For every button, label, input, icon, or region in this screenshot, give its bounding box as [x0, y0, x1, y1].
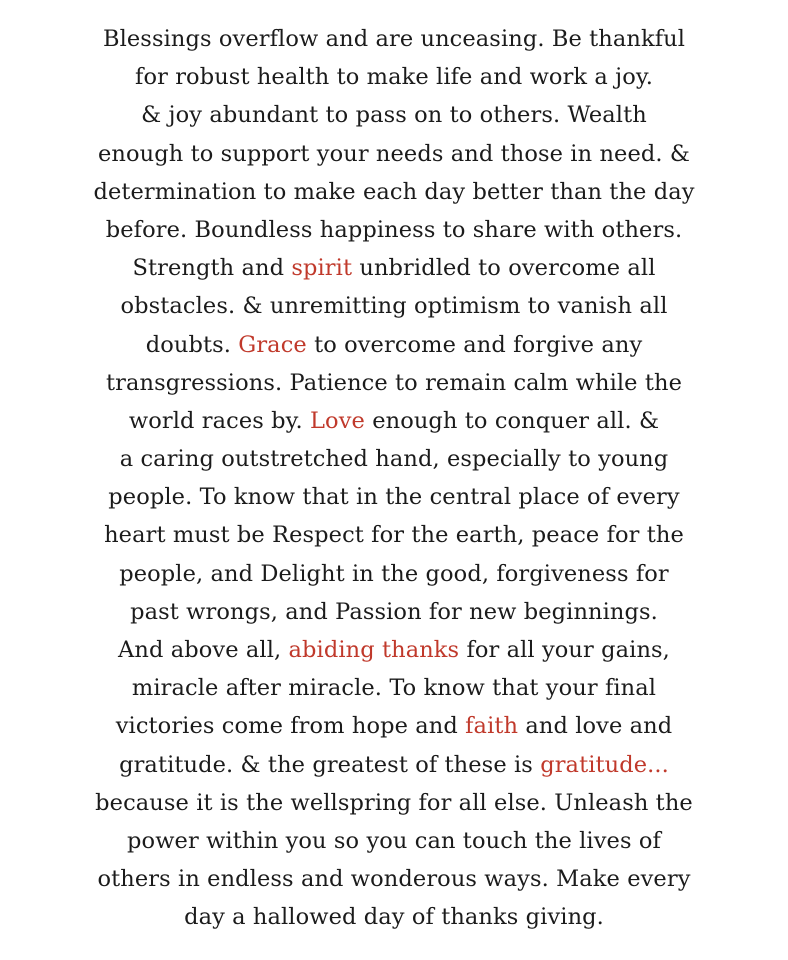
poem-text: obstacles. & unremitting optimism to vanish all — [120, 293, 668, 320]
poem-line — [18, 20, 770, 58]
poem-line — [18, 58, 770, 96]
poem-text: Blessings overflow and are unceasing. Be thankful — [102, 26, 686, 52]
poem-text: heart must be Respect for the earth, peace for the — [104, 522, 684, 549]
poem-line — [18, 440, 770, 478]
poem-line — [18, 784, 770, 822]
poem-text: Strength and — [132, 255, 292, 282]
poem-line — [18, 478, 770, 516]
poem-text: and love and — [518, 713, 673, 740]
poem-text: And above all, — [118, 637, 289, 663]
poem-text: miracle after miracle. To know that your final — [131, 675, 657, 702]
poem-text: unbridled to overcome all — [352, 255, 656, 282]
poem-line — [18, 746, 770, 784]
poem-line — [18, 402, 770, 440]
poem-text: doubts. — [145, 331, 239, 358]
poem-text: people, and Delight in the good, forgiveness for — [119, 560, 669, 587]
poem-text: to overcome and forgive any — [306, 331, 643, 358]
poem-line — [18, 135, 770, 173]
poem-line — [18, 249, 770, 287]
poem-line — [18, 898, 770, 936]
thanksgiving-poem — [18, 20, 770, 937]
poem-text: enough to conquer all. & — [364, 407, 660, 434]
highlighted-word: faith — [465, 713, 519, 740]
poem-text: people. To know that in the central place of every — [108, 484, 680, 511]
poem-text: power within you so you can touch the lives of — [127, 827, 661, 854]
highlighted-word: Grace — [238, 331, 307, 358]
poem-line — [18, 326, 770, 364]
poem-line — [18, 211, 770, 249]
poem-text: world races by. — [128, 407, 311, 434]
poem-line — [18, 822, 770, 860]
poem-line — [18, 631, 770, 669]
poem-text: because it is the wellspring for all else. Unleash the — [95, 789, 693, 816]
poem-line — [18, 173, 770, 211]
poem-line — [18, 860, 770, 898]
poem-line — [18, 593, 770, 631]
poem-text: before. Boundless happiness to share with others. — [105, 216, 683, 243]
poem-text: for robust health to make life and work a joy. — [135, 64, 653, 91]
poem-text: transgressions. Patience to remain calm while the — [105, 369, 682, 396]
poem-line — [18, 287, 770, 325]
highlighted-word: spirit — [291, 255, 353, 282]
poem-line — [18, 707, 770, 745]
poem-text: gratitude. & the greatest of these is — [119, 751, 541, 778]
poem-text: for all your gains, — [459, 637, 670, 663]
poem-text: a caring outstretched hand, especially to young — [119, 446, 669, 473]
poem-text: & joy abundant to pass on to others. Wealth — [141, 102, 647, 129]
poem-text: day a hallowed day of thanks giving. — [184, 904, 604, 931]
poem-line — [18, 96, 770, 134]
poem-text: others in endless and wonderous ways. Make every — [97, 866, 691, 893]
poem-text: enough to support your needs and those in need. & — [98, 140, 690, 167]
poem-line — [18, 555, 770, 593]
highlighted-word: abiding thanks — [288, 637, 460, 663]
highlighted-word: gratitude... — [540, 751, 669, 778]
poem-line — [18, 364, 770, 402]
highlighted-word: Love — [310, 407, 365, 434]
poem-line — [18, 516, 770, 554]
poem-text: determination to make each day better than the day — [93, 178, 695, 205]
poem-line — [18, 669, 770, 707]
poem-text: past wrongs, and Passion for new beginnings. — [130, 598, 658, 625]
poem-text: victories come from hope and — [115, 713, 466, 740]
